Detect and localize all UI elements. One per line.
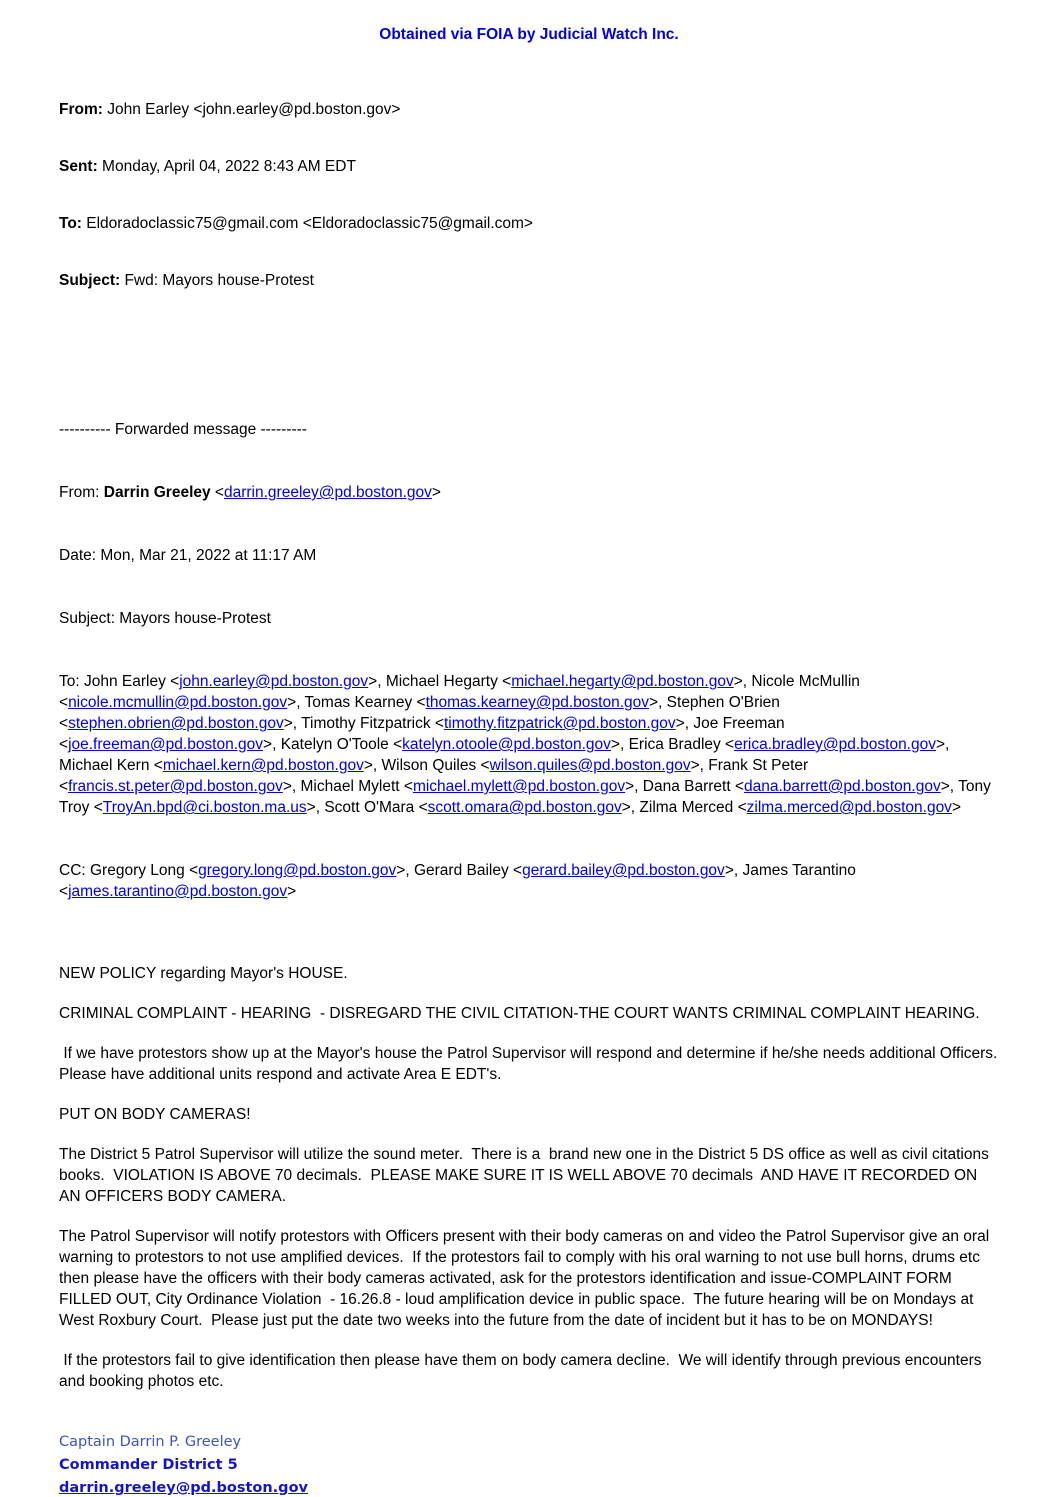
- subject-label: Subject:: [59, 272, 121, 289]
- recipient-email-link[interactable]: thomas.kearney@pd.boston.gov: [425, 694, 649, 711]
- recipient-text: Dana Barrett <: [642, 778, 745, 795]
- recipient-text: >,: [724, 862, 743, 879]
- body-paragraph: The District 5 Patrol Supervisor will utilize the sound meter. There is a brand new one in the District 5 DS office as well as civil citations books. VIOLATION IS ABOVE 70 decimals. PLEASE MAKE SURE IT IS WELL ABOVE 70 decimals AND HAVE IT RECORDED ON AN OFFICERS BODY CAMERA.: [59, 1146, 994, 1205]
- body-paragraph: If the protestors fail to give identification then please have them on body camera decline. We will identify through previous encounters and booking photos etc.: [59, 1352, 986, 1390]
- recipient-email-link[interactable]: michael.hegarty@pd.boston.gov: [511, 673, 734, 690]
- body-paragraph: The Patrol Supervisor will notify protestors with Officers present with their body cameras on and video the Patrol Supervisor give an oral warning to protestors to not use amplified devices. If the protestors fail to comply with his oral warning to not use bull horns, drums etc then please have the officers with their body cameras activated, ask for the protestors identification and issue-COMPLAINT FORM FILLED OUT, City Ordinance Violation - 16.26.8 - loud amplification device in public space. The future hearing will be on Mondays at West Roxbury Court. Please just put the date two weeks into the future from the date of incident but it has to be on MONDAYS!: [59, 1228, 994, 1329]
- recipient-text: >,: [306, 799, 325, 816]
- recipient-text: Timothy Fitzpatrick <: [301, 715, 444, 732]
- signature-name: Captain Darrin P. Greeley: [59, 1434, 242, 1450]
- recipient-text: John Earley <: [83, 673, 180, 690]
- recipient-email-link[interactable]: joe.freeman@pd.boston.gov: [68, 736, 264, 753]
- recipient-text: >,: [363, 757, 382, 774]
- recipient-text: >: [287, 883, 297, 900]
- recipient-text: >,: [935, 736, 954, 753]
- recipient-text: Wilson Quiles <: [381, 757, 490, 774]
- recipient-text: Michael Mylett <: [300, 778, 413, 795]
- recipient-email-link[interactable]: stephen.obrien@pd.boston.gov: [68, 715, 284, 732]
- recipient-text: Gerard Bailey <: [413, 862, 523, 879]
- forwarded-to-line: [59, 671, 999, 818]
- header-row-from: [59, 100, 999, 119]
- recipient-text: Katelyn O'Toole <: [280, 736, 403, 753]
- recipient-email-link[interactable]: dana.barrett@pd.boston.gov: [744, 778, 941, 795]
- recipient-email-link[interactable]: zilma.merced@pd.boston.gov: [746, 799, 952, 816]
- recipient-text: >,: [621, 799, 640, 816]
- signature-email-link[interactable]: darrin.greeley@pd.boston.gov: [59, 1480, 308, 1496]
- recipient-text: >,: [396, 862, 414, 879]
- header-row-subject: [59, 271, 999, 290]
- recipient-text: CC:: [59, 862, 90, 879]
- recipient-text: Erica Bradley <: [628, 736, 735, 753]
- recipient-text: Scott O'Mara <: [324, 799, 428, 816]
- body-paragraph: CRIMINAL COMPLAINT - HEARING - DISREGARD THE CIVIL CITATION-THE COURT WANTS CRIMINAL COMPLAINT HEARING.: [59, 1005, 980, 1022]
- recipient-text: >,: [263, 736, 281, 753]
- recipient-text: Tomas Kearney <: [304, 694, 426, 711]
- recipient-text: >,: [610, 736, 629, 753]
- recipient-text: >: [951, 799, 961, 816]
- foia-banner: Obtained via FOIA by Judicial Watch Inc.: [379, 26, 679, 43]
- subject-value: Fwd: Mayors house-Protest: [120, 272, 314, 289]
- signature-email-row: [59, 1477, 999, 1497]
- recipient-email-link[interactable]: nicole.mcmullin@pd.boston.gov: [68, 694, 288, 711]
- text-segment: Darrin Greeley: [103, 484, 211, 501]
- recipient-email-link[interactable]: TroyAn.bpd@ci.boston.ma.us: [102, 799, 307, 816]
- recipient-text: >,: [368, 673, 386, 690]
- recipient-text: >,: [283, 715, 302, 732]
- signature-title: Commander District 5: [59, 1457, 238, 1473]
- to-value: Eldoradoclassic75@gmail.com <Eldoradoclassic75@gmail.com>: [81, 215, 533, 232]
- to-label: To:: [59, 215, 82, 232]
- recipient-email-link[interactable]: gerard.bailey@pd.boston.gov: [522, 862, 725, 879]
- header-row-sent: [59, 157, 999, 176]
- recipient-text: >,: [733, 673, 752, 690]
- header-row-to: [59, 214, 999, 233]
- recipient-text: Tony Troy <: [59, 778, 995, 816]
- recipient-email-link[interactable]: gregory.long@pd.boston.gov: [198, 862, 397, 879]
- recipient-email-link[interactable]: michael.mylett@pd.boston.gov: [412, 778, 626, 795]
- body-paragraph: NEW POLICY regarding Mayor's HOUSE.: [59, 965, 348, 982]
- signature-block: [59, 1431, 999, 1497]
- forwarded-cc-line: [59, 860, 999, 902]
- from-value: John Earley <john.earley@pd.boston.gov>: [102, 101, 401, 118]
- recipient-text: Frank St Peter <: [59, 757, 813, 795]
- text-segment: <: [210, 484, 224, 501]
- recipient-text: To:: [59, 673, 84, 690]
- recipient-email-link[interactable]: james.tarantino@pd.boston.gov: [68, 883, 288, 900]
- email-header: [59, 62, 999, 328]
- recipient-text: >,: [287, 694, 305, 711]
- recipient-text: Stephen O'Brien <: [59, 694, 785, 732]
- forwarded-subject-line: Subject: Mayors house-Protest: [59, 610, 271, 627]
- recipient-text: Michael Hegarty <: [385, 673, 512, 690]
- email-body: [59, 963, 1006, 1392]
- recipient-email-link[interactable]: john.earley@pd.boston.gov: [179, 673, 369, 690]
- recipient-email-link[interactable]: scott.omara@pd.boston.gov: [427, 799, 622, 816]
- recipient-email-link[interactable]: francis.st.peter@pd.boston.gov: [68, 778, 283, 795]
- recipient-text: >,: [675, 715, 694, 732]
- email-link[interactable]: darrin.greeley@pd.boston.gov: [223, 484, 432, 501]
- recipient-text: Gregory Long <: [90, 862, 199, 879]
- recipient-email-link[interactable]: wilson.quiles@pd.boston.gov: [489, 757, 691, 774]
- body-paragraph: PUT ON BODY CAMERAS!: [59, 1106, 251, 1123]
- text-segment: From:: [59, 484, 104, 501]
- recipient-text: Michael Kern <: [59, 757, 163, 774]
- recipient-email-link[interactable]: michael.kern@pd.boston.gov: [162, 757, 364, 774]
- forwarded-date-line: Date: Mon, Mar 21, 2022 at 11:17 AM: [59, 547, 317, 564]
- from-label: From:: [59, 101, 103, 118]
- recipient-text: Joe Freeman <: [59, 715, 789, 753]
- recipient-email-link[interactable]: timothy.fitzpatrick@pd.boston.gov: [443, 715, 676, 732]
- recipient-text: Zilma Merced <: [639, 799, 747, 816]
- recipient-text: >,: [690, 757, 709, 774]
- recipient-text: James Tarantino <: [59, 862, 861, 900]
- recipient-text: >,: [649, 694, 667, 711]
- recipient-text: Nicole McMullin <: [59, 673, 865, 711]
- recipient-email-link[interactable]: erica.bradley@pd.boston.gov: [734, 736, 936, 753]
- recipient-text: >,: [940, 778, 959, 795]
- recipient-text: >,: [625, 778, 643, 795]
- sent-value: Monday, April 04, 2022 8:43 AM EDT: [97, 158, 356, 175]
- forwarded-from-line: [59, 482, 999, 503]
- forwarded-message-block: [59, 377, 999, 944]
- sent-label: Sent:: [59, 158, 98, 175]
- text-segment: >: [431, 484, 441, 501]
- recipient-email-link[interactable]: katelyn.otoole@pd.boston.gov: [402, 736, 611, 753]
- recipient-text: >,: [282, 778, 301, 795]
- forwarded-divider: ---------- Forwarded message ---------: [59, 421, 307, 438]
- body-paragraph: If we have protestors show up at the Mayor's house the Patrol Supervisor will respond and determine if he/she needs additional Officers. Please have additional units respond and activate Area E EDT's.: [59, 1045, 1006, 1083]
